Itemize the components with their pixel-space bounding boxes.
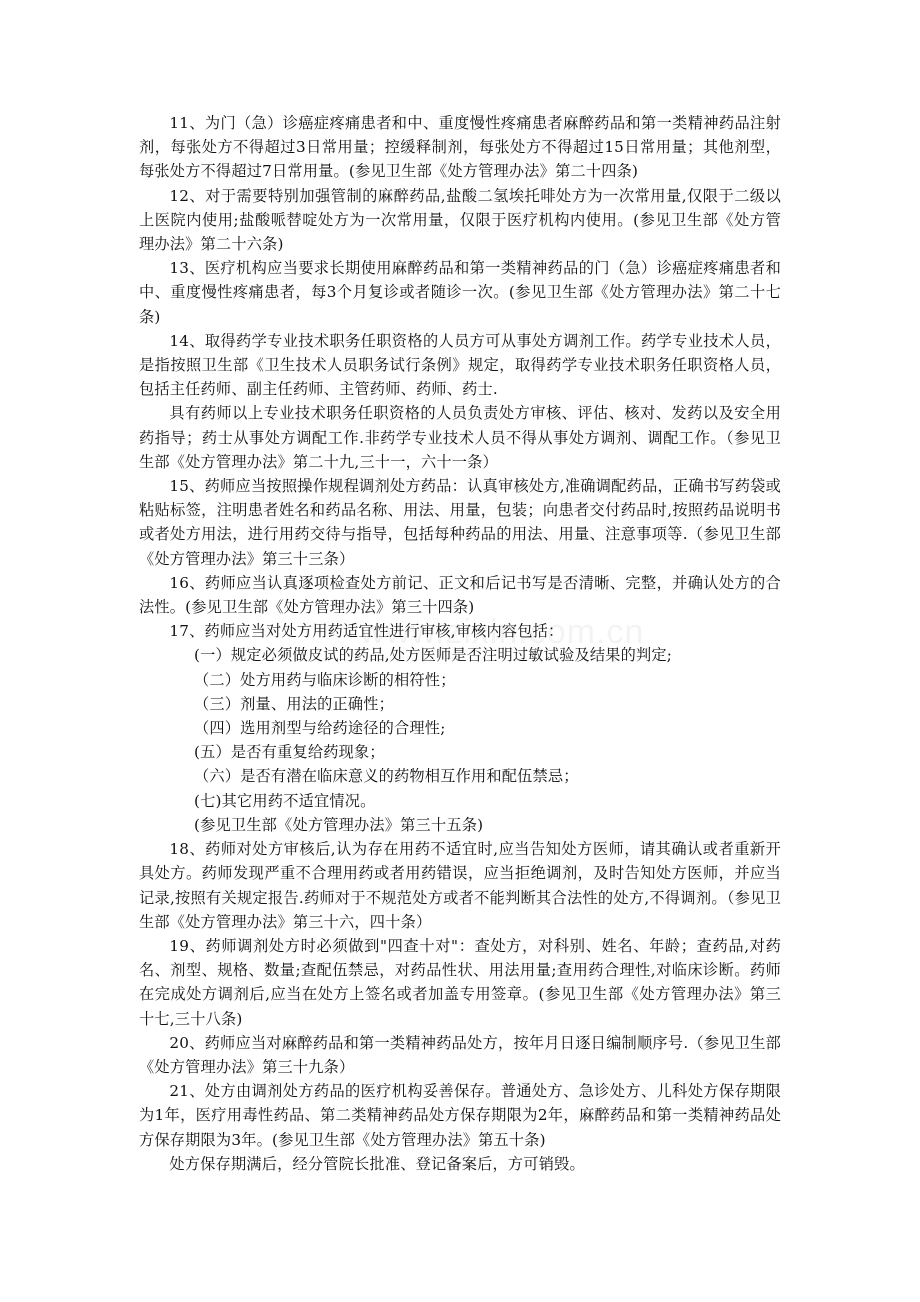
paragraph-18: 18、药师对处方审核后,认为存在用药不适宜时,应当告知处方医师，请其确认或者重新开具处方。药师发现严重不合理用药或者用药错误，应当拒绝调剂，及时告知处方医师，并应当记录,按照有关规定报告.药师对于不规范处方或者不能判断其合法性的处方,不得调剂。（参见卫生部《处方管理办法》第三十六，四十条） bbox=[139, 840, 781, 931]
review-item-6: （六）是否有潜在临床意义的药物相互作用和配伍禁忌； bbox=[194, 767, 579, 786]
paragraph-21: 21、处方由调剂处方药品的医疗机构妥善保存。普通处方、急诊处方、儿科处方保存期限为1年，医疗用毒性药品、第二类精神药品处方保存期限为2年，麻醉药品和第一类精神药品处方保存期限为3年。(参见卫生部《处方管理办法》第五十条) bbox=[139, 1082, 781, 1149]
review-item-1: (一）规定必须做皮试的药品,处方医师是否注明过敏试验及结果的判定; bbox=[194, 646, 673, 665]
paragraph-17: 17、药师应当对处方用药适宜性进行审核,审核内容包括： bbox=[169, 622, 564, 641]
paragraph-14-continued: 具有药师以上专业技术职务任职资格的人员负责处方审核、评估、核对、发药以及安全用药指导；药士从事处方调配工作.非药学专业技术人员不得从事处方调剂、调配工作。（参见卫生部《处方管理办法》第二十九,三十一，六十一条） bbox=[139, 404, 781, 471]
paragraph-13: 13、医疗机构应当要求长期使用麻醉药品和第一类精神药品的门（急）诊癌症疼痛患者和中、重度慢性疼痛患者，每3个月复诊或者随诊一次。(参见卫生部《处方管理办法》第二十七条) bbox=[139, 259, 781, 326]
review-reference: (参见卫生部《处方管理办法》第三十五条) bbox=[194, 815, 484, 834]
paragraph-21-continued: 处方保存期满后，经分管院长批准、登记备案后，方可销毁。 bbox=[169, 1154, 585, 1173]
review-item-2: （二）处方用药与临床诊断的相符性； bbox=[194, 670, 456, 689]
paragraph-16: 16、药师应当认真逐项检查处方前记、正文和后记书写是否清晰、完整，并确认处方的合法性。(参见卫生部《处方管理办法》第三十四条) bbox=[139, 573, 781, 617]
review-item-3: （三）剂量、用法的正确性； bbox=[194, 694, 395, 713]
paragraph-20: 20、药师应当对麻醉药品和第一类精神药品处方，按年月日逐日编制顺序号.（参见卫生部《处方管理办法》第三十九条） bbox=[139, 1033, 781, 1076]
paragraph-12: 12、对于需要特别加强管制的麻醉药品,盐酸二氢埃托啡处方为一次常用量,仅限于二级以上医院内使用;盐酸哌替啶处方为一次常用量，仅限于医疗机构内使用。(参见卫生部《处方管理办法》第二十六条) bbox=[139, 186, 781, 254]
review-item-7: (七)其它用药不适宜情况。 bbox=[194, 791, 376, 810]
paragraph-14: 14、取得药学专业技术职务任职资格的人员方可从事处方调剂工作。药学专业技术人员，是指按照卫生部《卫生技术人员职务试行条例》规定，取得药学专业技术职务任职资格人员，包括主任药师、副主任药师、主管药师、药师、药士. bbox=[139, 331, 781, 399]
paragraph-11: 11、为门（急）诊癌症疼痛患者和中、重度慢性疼痛患者麻醉药品和第一类精神药品注射剂，每张处方不得超过3日常用量；控缓释制剂，每张处方不得超过15日常用量；其他剂型，每张处方不得超过7日常用量。(参见卫生部《处方管理办法》第二十四条) bbox=[139, 114, 781, 181]
review-item-5: (五）是否有重复给药现象； bbox=[194, 743, 385, 762]
paragraph-19: 19、药师调剂处方时必须做到"四查十对"：查处方，对科别、姓名、年龄；查药品,对药名、剂型、规格、数量;查配伍禁忌，对药品性状、用法用量;查用药合理性,对临床诊断。药师在完成处方调剂后,应当在处方上签名或者加盖专用签章。(参见卫生部《处方管理办法》第三十七,三十八条) bbox=[139, 936, 781, 1028]
paragraph-15: 15、药师应当按照操作规程调剂处方药品：认真审核处方,准确调配药品，正确书写药袋或粘贴标签，注明患者姓名和药品名称、用法、用量，包装；向患者交付药品时,按照药品说明书或者处方用法，进行用药交待与指导，包括每种药品的用法、用量、注意事项等.（参见卫生部《处方管理办法》第三十三条） bbox=[139, 477, 781, 568]
review-item-4: （四）选用剂型与给药途径的合理性; bbox=[194, 719, 446, 738]
